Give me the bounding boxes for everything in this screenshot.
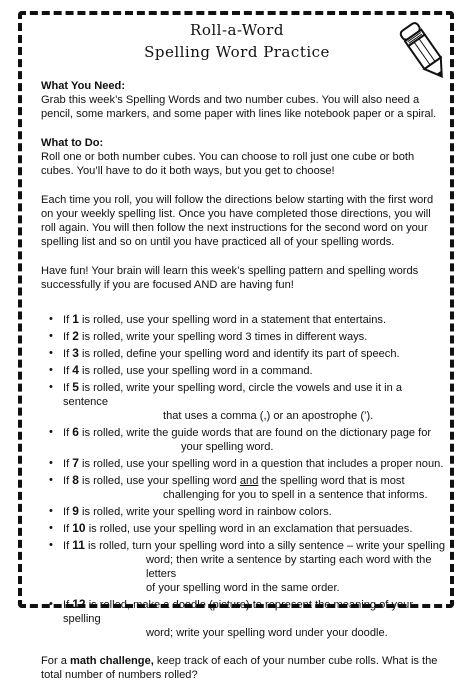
todo-paragraph-2: Each time you roll, you will follow the directions below starting with the first word on your weekly spelling list. Once you have completed those directions, you will roll again. You will then follow the next instructions for the second word on your spelling list and so on until you have practiced all of your spelling words. <box>41 194 434 248</box>
needs-heading: What You Need: <box>41 80 126 92</box>
math-challenge-text: For a math challenge, keep track of each of your number cube rolls. What is the total number of numbers rolled? <box>41 655 438 681</box>
list-item: • If 10 is rolled, use your spelling word in an exclamation that persuades. <box>41 521 446 536</box>
list-item: • If 3 is rolled, define your spelling word and identify its part of speech. <box>41 346 446 361</box>
list-item: • If 1 is rolled, use your spelling word in a statement that entertains. <box>41 312 446 327</box>
page-subtitle: Spelling Word Practice <box>144 43 330 61</box>
list-item: • If 7 is rolled, use your spelling word in a question that includes a proper noun. <box>41 456 446 471</box>
needs-text: Grab this week’s Spelling Words and two number cubes. You will also need a pencil, some markers, and some paper with lines like notebook paper or a spiral. <box>41 94 437 120</box>
list-item: • If 5 is rolled, write your spelling word, circle the vowels and use it in a sentence that uses a comma (,) or an apostrophe (’). <box>41 380 446 423</box>
list-item: • If 11 is rolled, turn your spelling word into a silly sentence – write your spelling word; then write a sentence by starting each word with the letters of your spelling word in the same order. <box>41 538 446 595</box>
list-item: • If 2 is rolled, write your spelling word 3 times in different ways. <box>41 329 446 344</box>
pencil-icon <box>398 18 450 84</box>
list-item: • If 4 is rolled, use your spelling word in a command. <box>41 363 446 378</box>
todo-paragraph-1: Roll one or both number cubes. You can choose to roll just one cube or both cubes. You’ll have to do it both ways, but you get to choose! <box>41 151 415 177</box>
page-title: Roll-a-Word <box>190 21 284 39</box>
list-item: • If 6 is rolled, write the guide words that are found on the dictionary page for your spelling word. <box>41 425 446 454</box>
instructions-content <box>41 79 446 682</box>
roll-rules-list <box>41 312 446 640</box>
todo-paragraph-3: Have fun! Your brain will learn this week’s spelling pattern and spelling words successfully if you are focused AND are having fun! <box>41 265 419 291</box>
list-item: • If 8 is rolled, use your spelling word and the spelling word that is most challenging for you to spell in a sentence that informs. <box>41 473 446 502</box>
todo-heading: What to Do: <box>41 137 104 149</box>
list-item: • If 12 is rolled, make a doodle (picture) to represent the meaning of your spelling word; write your spelling word under your doodle. <box>41 597 446 640</box>
list-item: • If 9 is rolled, write your spelling word in rainbow colors. <box>41 504 446 519</box>
